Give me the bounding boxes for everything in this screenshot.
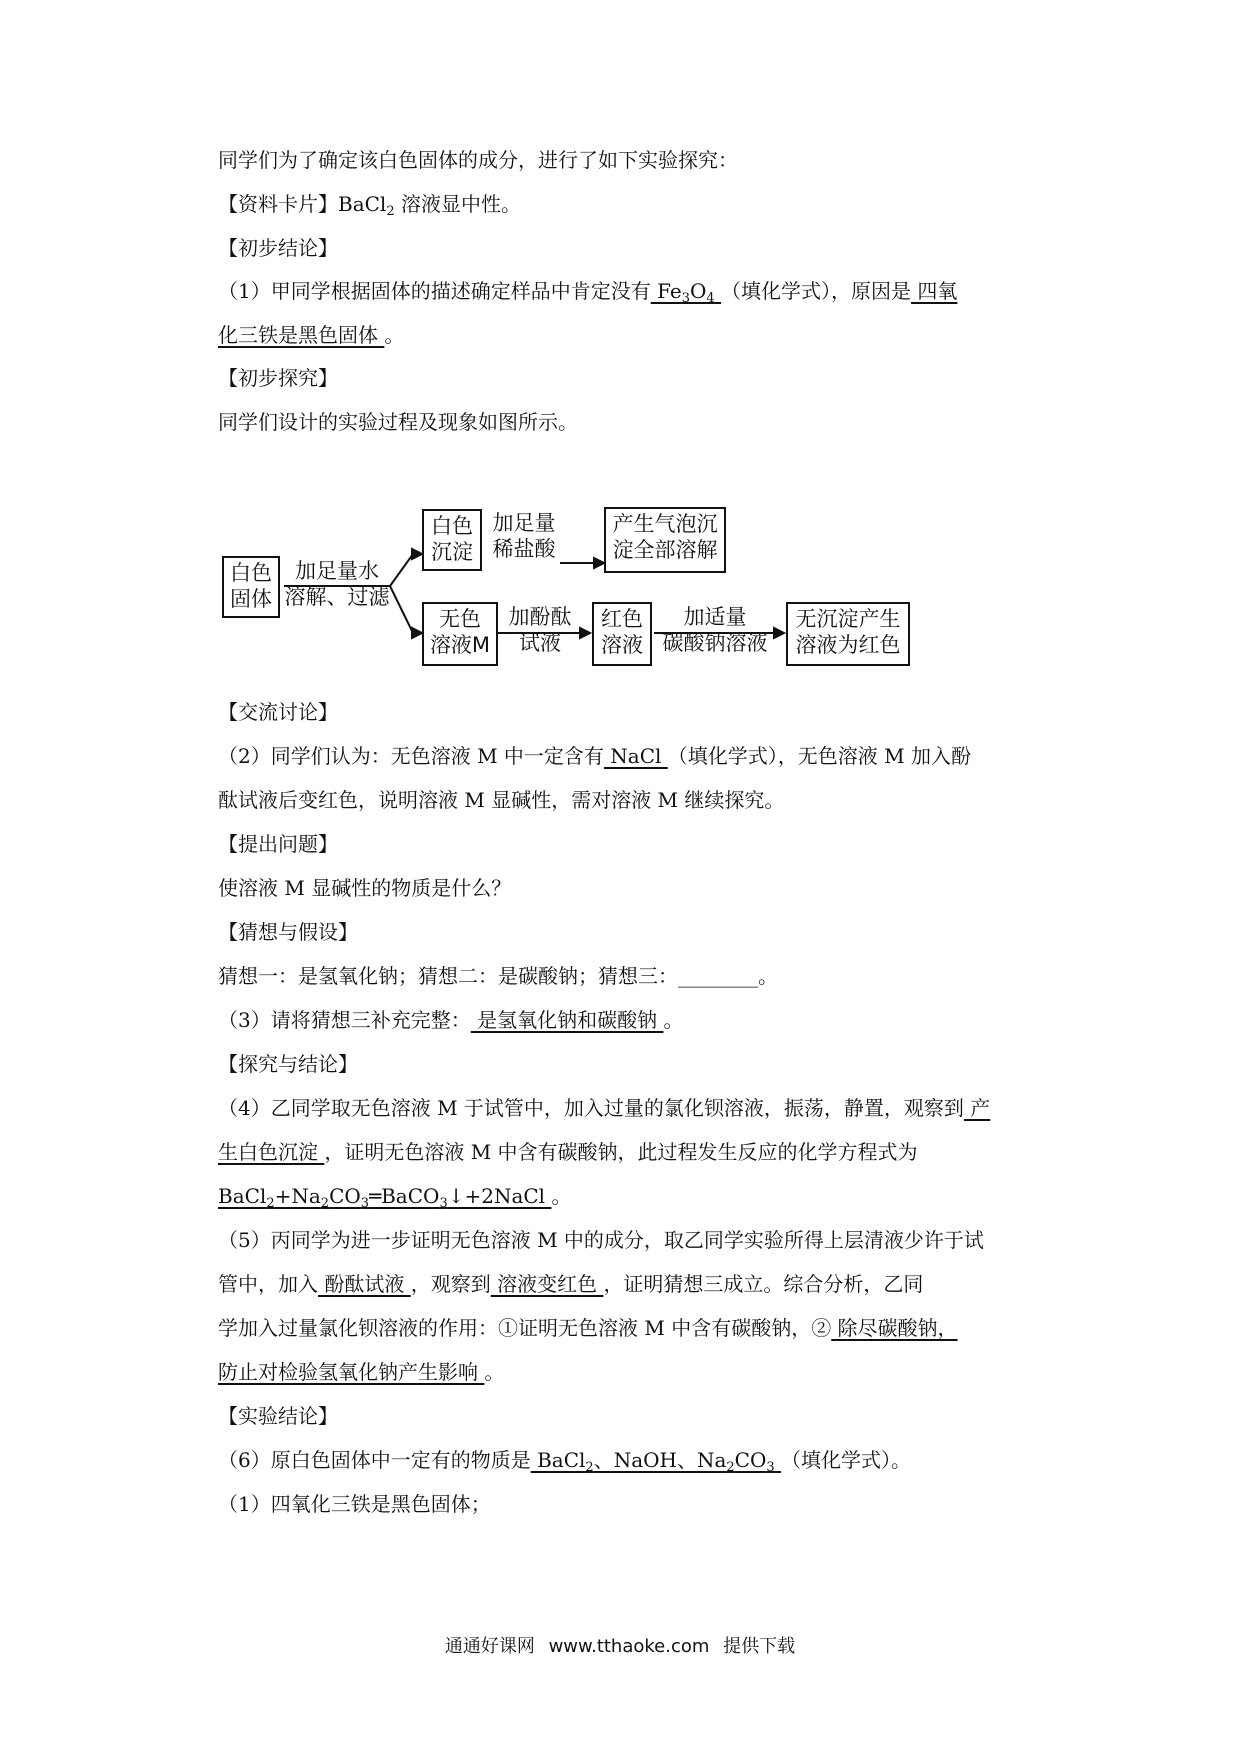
label-text: 加适量 bbox=[683, 605, 747, 629]
q1-answer-formula: $Fe_3O_4$ bbox=[650, 279, 715, 306]
q5-text: 管中，加入 bbox=[218, 1272, 318, 1296]
q5-answer-purpose-b: 防止对检验氢氧化钠产生影响 bbox=[218, 1360, 485, 1384]
label-phenolphthalein bbox=[500, 604, 580, 656]
label-hydrochloric-acid bbox=[486, 510, 562, 562]
box-white-solid bbox=[222, 556, 280, 618]
box-red-solution bbox=[592, 602, 652, 666]
q2-text-2: （填化学式），无色溶液 M 加入酚 bbox=[667, 744, 971, 768]
punct: 。 bbox=[758, 964, 778, 988]
punct: 。 bbox=[663, 1008, 684, 1032]
intro-text: 同学们为了确定该白色固体的成分，进行了如下实验探究： bbox=[218, 148, 738, 172]
label-text: 加足量 bbox=[492, 511, 556, 535]
question-4-line-2 bbox=[218, 1138, 918, 1166]
box-text: 无色 bbox=[439, 607, 481, 631]
box-text: 淀全部溶解 bbox=[612, 538, 718, 562]
q4-answer-a: 产 bbox=[963, 1096, 991, 1120]
box-result-no-precipitate bbox=[786, 602, 910, 666]
q2-answer: NaCl bbox=[603, 744, 668, 768]
page-footer bbox=[0, 1632, 1240, 1658]
box-result-bubbles bbox=[604, 507, 726, 573]
question-4-equation bbox=[218, 1182, 571, 1218]
q5-answer-purpose-a: 除尽碳酸钠， bbox=[831, 1316, 958, 1340]
q1-text: （1）甲同学根据固体的描述确定样品中肯定没有 bbox=[218, 279, 651, 303]
hypothesis-line bbox=[218, 962, 778, 990]
punct: 。 bbox=[551, 1184, 572, 1208]
design-text: 同学们设计的实验过程及现象如图所示。 bbox=[218, 410, 578, 434]
label-text: 溶解、过滤 bbox=[284, 585, 390, 609]
box-text: 白色 bbox=[431, 514, 473, 538]
footer-site-name: 通通好课网 bbox=[444, 1636, 535, 1657]
label-text: 碳酸钠溶液 bbox=[662, 631, 768, 655]
heading-raise-question: 【提出问题】 bbox=[218, 832, 338, 856]
question-5-line-4 bbox=[218, 1358, 504, 1386]
question-5-line-2 bbox=[218, 1270, 923, 1298]
q5-text-3: ，证明猜想三成立。综合分析，乙同 bbox=[603, 1272, 924, 1296]
question-2-line-2: 酞试液后变红色，说明溶液 M 显碱性，需对溶液 M 继续探究。 bbox=[218, 788, 785, 812]
question-4-line-1 bbox=[218, 1094, 990, 1122]
heading-exploration-conclusion: 【探究与结论】 bbox=[218, 1052, 358, 1076]
box-text: 白色 bbox=[230, 561, 272, 585]
q5-text-4: 学加入过量氯化钡溶液的作用：①证明无色溶液 M 中含有碳酸钠，② bbox=[218, 1316, 832, 1340]
box-text: 固体 bbox=[230, 587, 272, 611]
box-text: 产生气泡沉 bbox=[612, 512, 718, 536]
heading-hypothesis: 【猜想与假设】 bbox=[218, 920, 358, 944]
footer-url[interactable]: www.tthaoke.com bbox=[548, 1636, 710, 1657]
box-text: 红色 bbox=[601, 607, 643, 631]
label-text: 加足量水 bbox=[295, 559, 379, 583]
label-text: 试液 bbox=[519, 631, 561, 655]
q1-answer-reason-b: 化三铁是黑色固体 bbox=[218, 323, 385, 347]
punct: 。 bbox=[484, 1360, 505, 1384]
box-text: 溶液M bbox=[429, 633, 491, 657]
material-card-tail: 溶液显中性。 bbox=[394, 192, 521, 216]
chemical-equation: $BaCl_2+Na_2CO_3═BaCO_3↓+2NaCl$ bbox=[218, 1184, 552, 1211]
q2-text: （2）同学们认为：无色溶液 M 中一定含有 bbox=[218, 744, 604, 768]
q6-text-2: （填化学式）。 bbox=[781, 1448, 912, 1472]
heading-experiment-conclusion: 【实验结论】 bbox=[218, 1404, 338, 1428]
q4-text-2: ，证明无色溶液 M 中含有碳酸钠，此过程发生反应的化学方程式为 bbox=[324, 1140, 918, 1164]
heading-discussion: 【交流讨论】 bbox=[218, 700, 338, 724]
box-colorless-solution-m bbox=[422, 602, 498, 666]
box-text: 溶液 bbox=[601, 633, 643, 657]
heading-preliminary-conclusion: 【初步结论】 bbox=[218, 236, 338, 260]
question-2-line-1 bbox=[218, 742, 971, 770]
subscript: 2 bbox=[386, 204, 395, 219]
box-text: 沉淀 bbox=[431, 540, 473, 564]
q3-text: （3）请将猜想三补充完整： bbox=[218, 1008, 471, 1032]
label-text: 加酚酞 bbox=[508, 605, 572, 629]
q1-text-2: （填化学式），原因是 bbox=[721, 279, 912, 303]
q1-answer-reason-a: 四氧 bbox=[911, 279, 958, 303]
label-sodium-carbonate bbox=[654, 604, 776, 656]
question-3 bbox=[218, 1006, 683, 1034]
label-text: 稀盐酸 bbox=[492, 537, 556, 561]
q6-answer: BaCl$_2$、NaOH、$Na_2CO_3$ bbox=[530, 1448, 775, 1475]
q5-text-2: ，观察到 bbox=[410, 1272, 491, 1296]
box-white-precipitate bbox=[422, 509, 482, 571]
heading-preliminary-exploration: 【初步探究】 bbox=[218, 366, 338, 390]
q5-answer-observation: 溶液变红色 bbox=[490, 1272, 604, 1296]
label-dissolve-filter bbox=[282, 558, 392, 610]
q5-answer-reagent: 酚酞试液 bbox=[318, 1272, 411, 1296]
q3-answer: 是氢氧化钠和碳酸钠 bbox=[470, 1008, 664, 1032]
punct: 。 bbox=[384, 323, 405, 347]
answer-1: （1）四氧化三铁是黑色固体； bbox=[218, 1492, 491, 1516]
question-6 bbox=[218, 1446, 911, 1482]
footer-action: 提供下载 bbox=[723, 1636, 796, 1657]
hypothesis-text: 猜想一：是氢氧化钠；猜想二：是碳酸钠；猜想三： bbox=[218, 964, 678, 988]
question-5-line-3 bbox=[218, 1314, 958, 1342]
q4-text: （4）乙同学取无色溶液 M 于试管中，加入过量的氯化钡溶液，振荡，静置，观察到 bbox=[218, 1096, 964, 1120]
box-text: 溶液为红色 bbox=[795, 633, 901, 657]
q4-answer-b: 生白色沉淀 bbox=[218, 1140, 325, 1164]
question-5-line-1: （5）丙同学为进一步证明无色溶液 M 中的成分，取乙同学实验所得上层清液少许于试 bbox=[218, 1228, 984, 1252]
question-text: 使溶液 M 显碱性的物质是什么？ bbox=[218, 876, 512, 900]
hypothesis-blank: ________ bbox=[678, 964, 758, 988]
box-text: 无沉淀产生 bbox=[795, 607, 901, 631]
material-card-text: 【资料卡片】BaCl bbox=[218, 192, 387, 216]
q6-text: （6）原白色固体中一定有的物质是 bbox=[218, 1448, 531, 1472]
